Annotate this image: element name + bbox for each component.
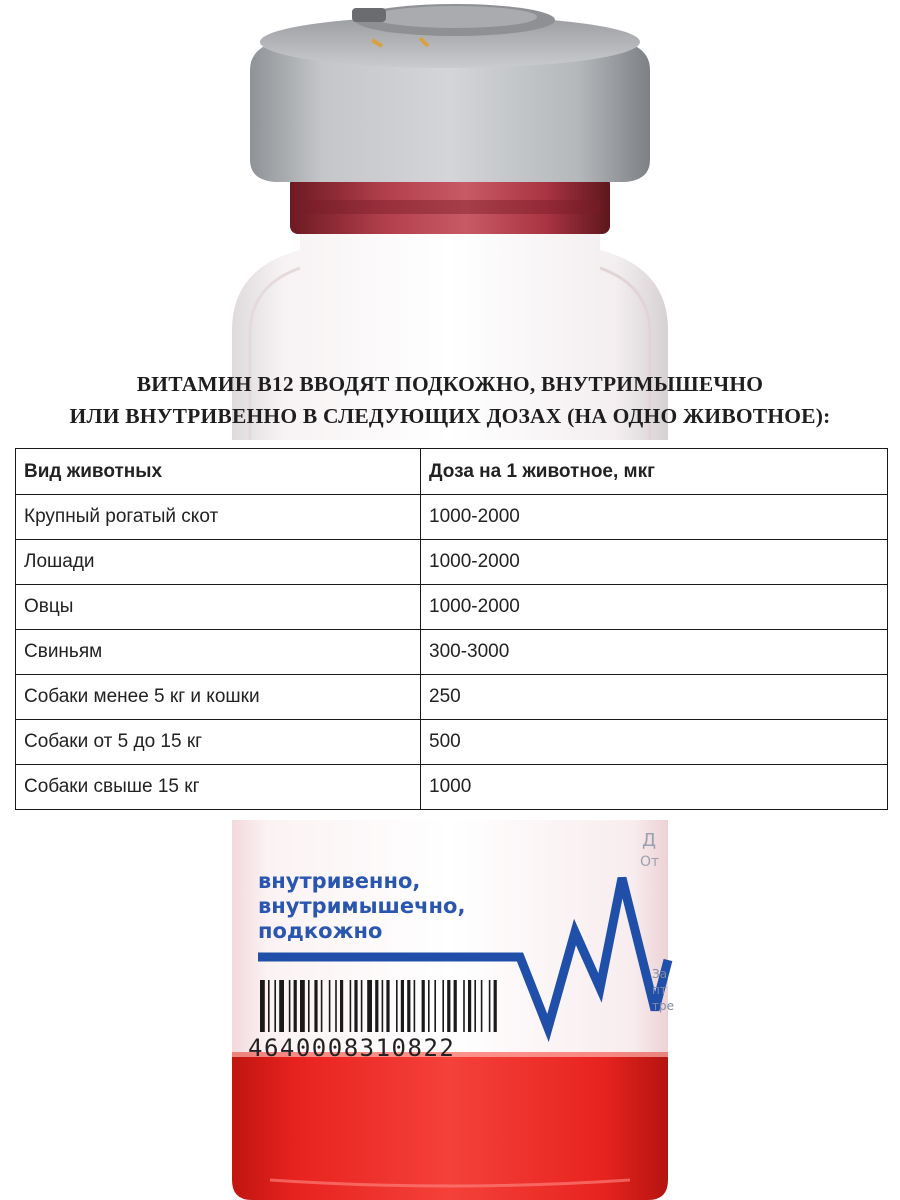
barcode-bar xyxy=(474,980,476,1032)
heading-line-2: ИЛИ ВНУТРИВЕННО В СЛЕДУЮЩИХ ДОЗАХ (НА ОДНО ЖИВОТНОЕ): xyxy=(69,404,831,428)
dose-cell: 1000-2000 xyxy=(421,540,888,585)
barcode-bar xyxy=(422,980,425,1032)
dose-cell: 1000-2000 xyxy=(421,585,888,630)
barcode-bar xyxy=(468,980,471,1032)
barcode-bar xyxy=(321,980,323,1032)
barcode-bar xyxy=(428,980,430,1032)
barcode-bar xyxy=(354,980,357,1032)
barcode-bar xyxy=(260,980,265,1032)
barcode-bar xyxy=(494,980,497,1032)
barcode-bar xyxy=(447,980,450,1032)
svg-text:пт: пт xyxy=(652,983,667,997)
barcode-digits: 4640008310822 xyxy=(248,1034,456,1062)
barcode-bar xyxy=(361,980,363,1032)
barcode-bar xyxy=(463,980,465,1032)
svg-text:тре: тре xyxy=(652,999,674,1013)
barcode-bar xyxy=(340,980,343,1032)
dose-cell: 500 xyxy=(421,720,888,765)
barcode-bar xyxy=(414,980,416,1032)
barcode-bar xyxy=(308,980,310,1032)
barcode-bar xyxy=(442,980,444,1032)
svg-text:От: От xyxy=(640,854,660,870)
barcode-bar xyxy=(481,980,483,1032)
table-row xyxy=(16,495,888,540)
barcode-bar xyxy=(314,980,317,1032)
barcode-bar xyxy=(294,980,297,1032)
barcode-bar xyxy=(329,980,331,1032)
label-line-3: подкожно xyxy=(258,919,383,943)
table-row xyxy=(16,585,888,630)
column-header-animal: Вид животных xyxy=(16,449,421,495)
barcode-bar xyxy=(489,980,491,1032)
animal-cell: Овцы xyxy=(16,585,421,630)
barcode-bar xyxy=(268,980,270,1032)
table-row xyxy=(16,720,888,765)
barcode-bar xyxy=(300,980,305,1032)
table-row xyxy=(16,540,888,585)
animal-cell: Свиньям xyxy=(16,630,421,675)
barcode-bar xyxy=(407,980,410,1032)
barcode-bar xyxy=(375,980,378,1032)
table-header-row xyxy=(16,449,888,495)
label-line-2: внутримышечно, xyxy=(258,894,466,918)
animal-cell: Собаки менее 5 кг и кошки xyxy=(16,675,421,720)
barcode-bar xyxy=(274,980,276,1032)
dose-cell: 1000-2000 xyxy=(421,495,888,540)
barcode-bar xyxy=(289,980,291,1032)
dosage-heading xyxy=(0,368,900,432)
animal-cell: Крупный рогатый скот xyxy=(16,495,421,540)
dosage-table xyxy=(15,448,888,810)
heading-line-1: ВИТАМИН В12 ВВОДЯТ ПОДКОЖНО, ВНУТРИМЫШЕЧНО xyxy=(136,372,764,396)
barcode-bar xyxy=(335,980,337,1032)
barcode-bar xyxy=(396,980,398,1032)
table-row xyxy=(16,630,888,675)
dose-cell: 1000 xyxy=(421,765,888,810)
barcode-bar xyxy=(454,980,457,1032)
label-line-1: внутривенно, xyxy=(258,869,421,893)
vial-bottom-image xyxy=(0,820,900,1200)
barcode-bar xyxy=(350,980,352,1032)
barcode-bar xyxy=(367,980,372,1032)
barcode-bar xyxy=(382,980,384,1032)
dose-cell: 300-3000 xyxy=(421,630,888,675)
table-row xyxy=(16,675,888,720)
animal-cell: Лошади xyxy=(16,540,421,585)
svg-text:Д: Д xyxy=(642,830,657,851)
barcode-bar xyxy=(434,980,436,1032)
dose-cell: 250 xyxy=(421,675,888,720)
column-header-dose: Доза на 1 животное, мкг xyxy=(421,449,888,495)
barcode-bar xyxy=(386,980,389,1032)
barcode-bar xyxy=(279,980,284,1032)
barcode-bar xyxy=(401,980,404,1032)
animal-cell: Собаки свыше 15 кг xyxy=(16,765,421,810)
svg-text:За: За xyxy=(652,967,668,981)
table-row xyxy=(16,765,888,810)
animal-cell: Собаки от 5 до 15 кг xyxy=(16,720,421,765)
